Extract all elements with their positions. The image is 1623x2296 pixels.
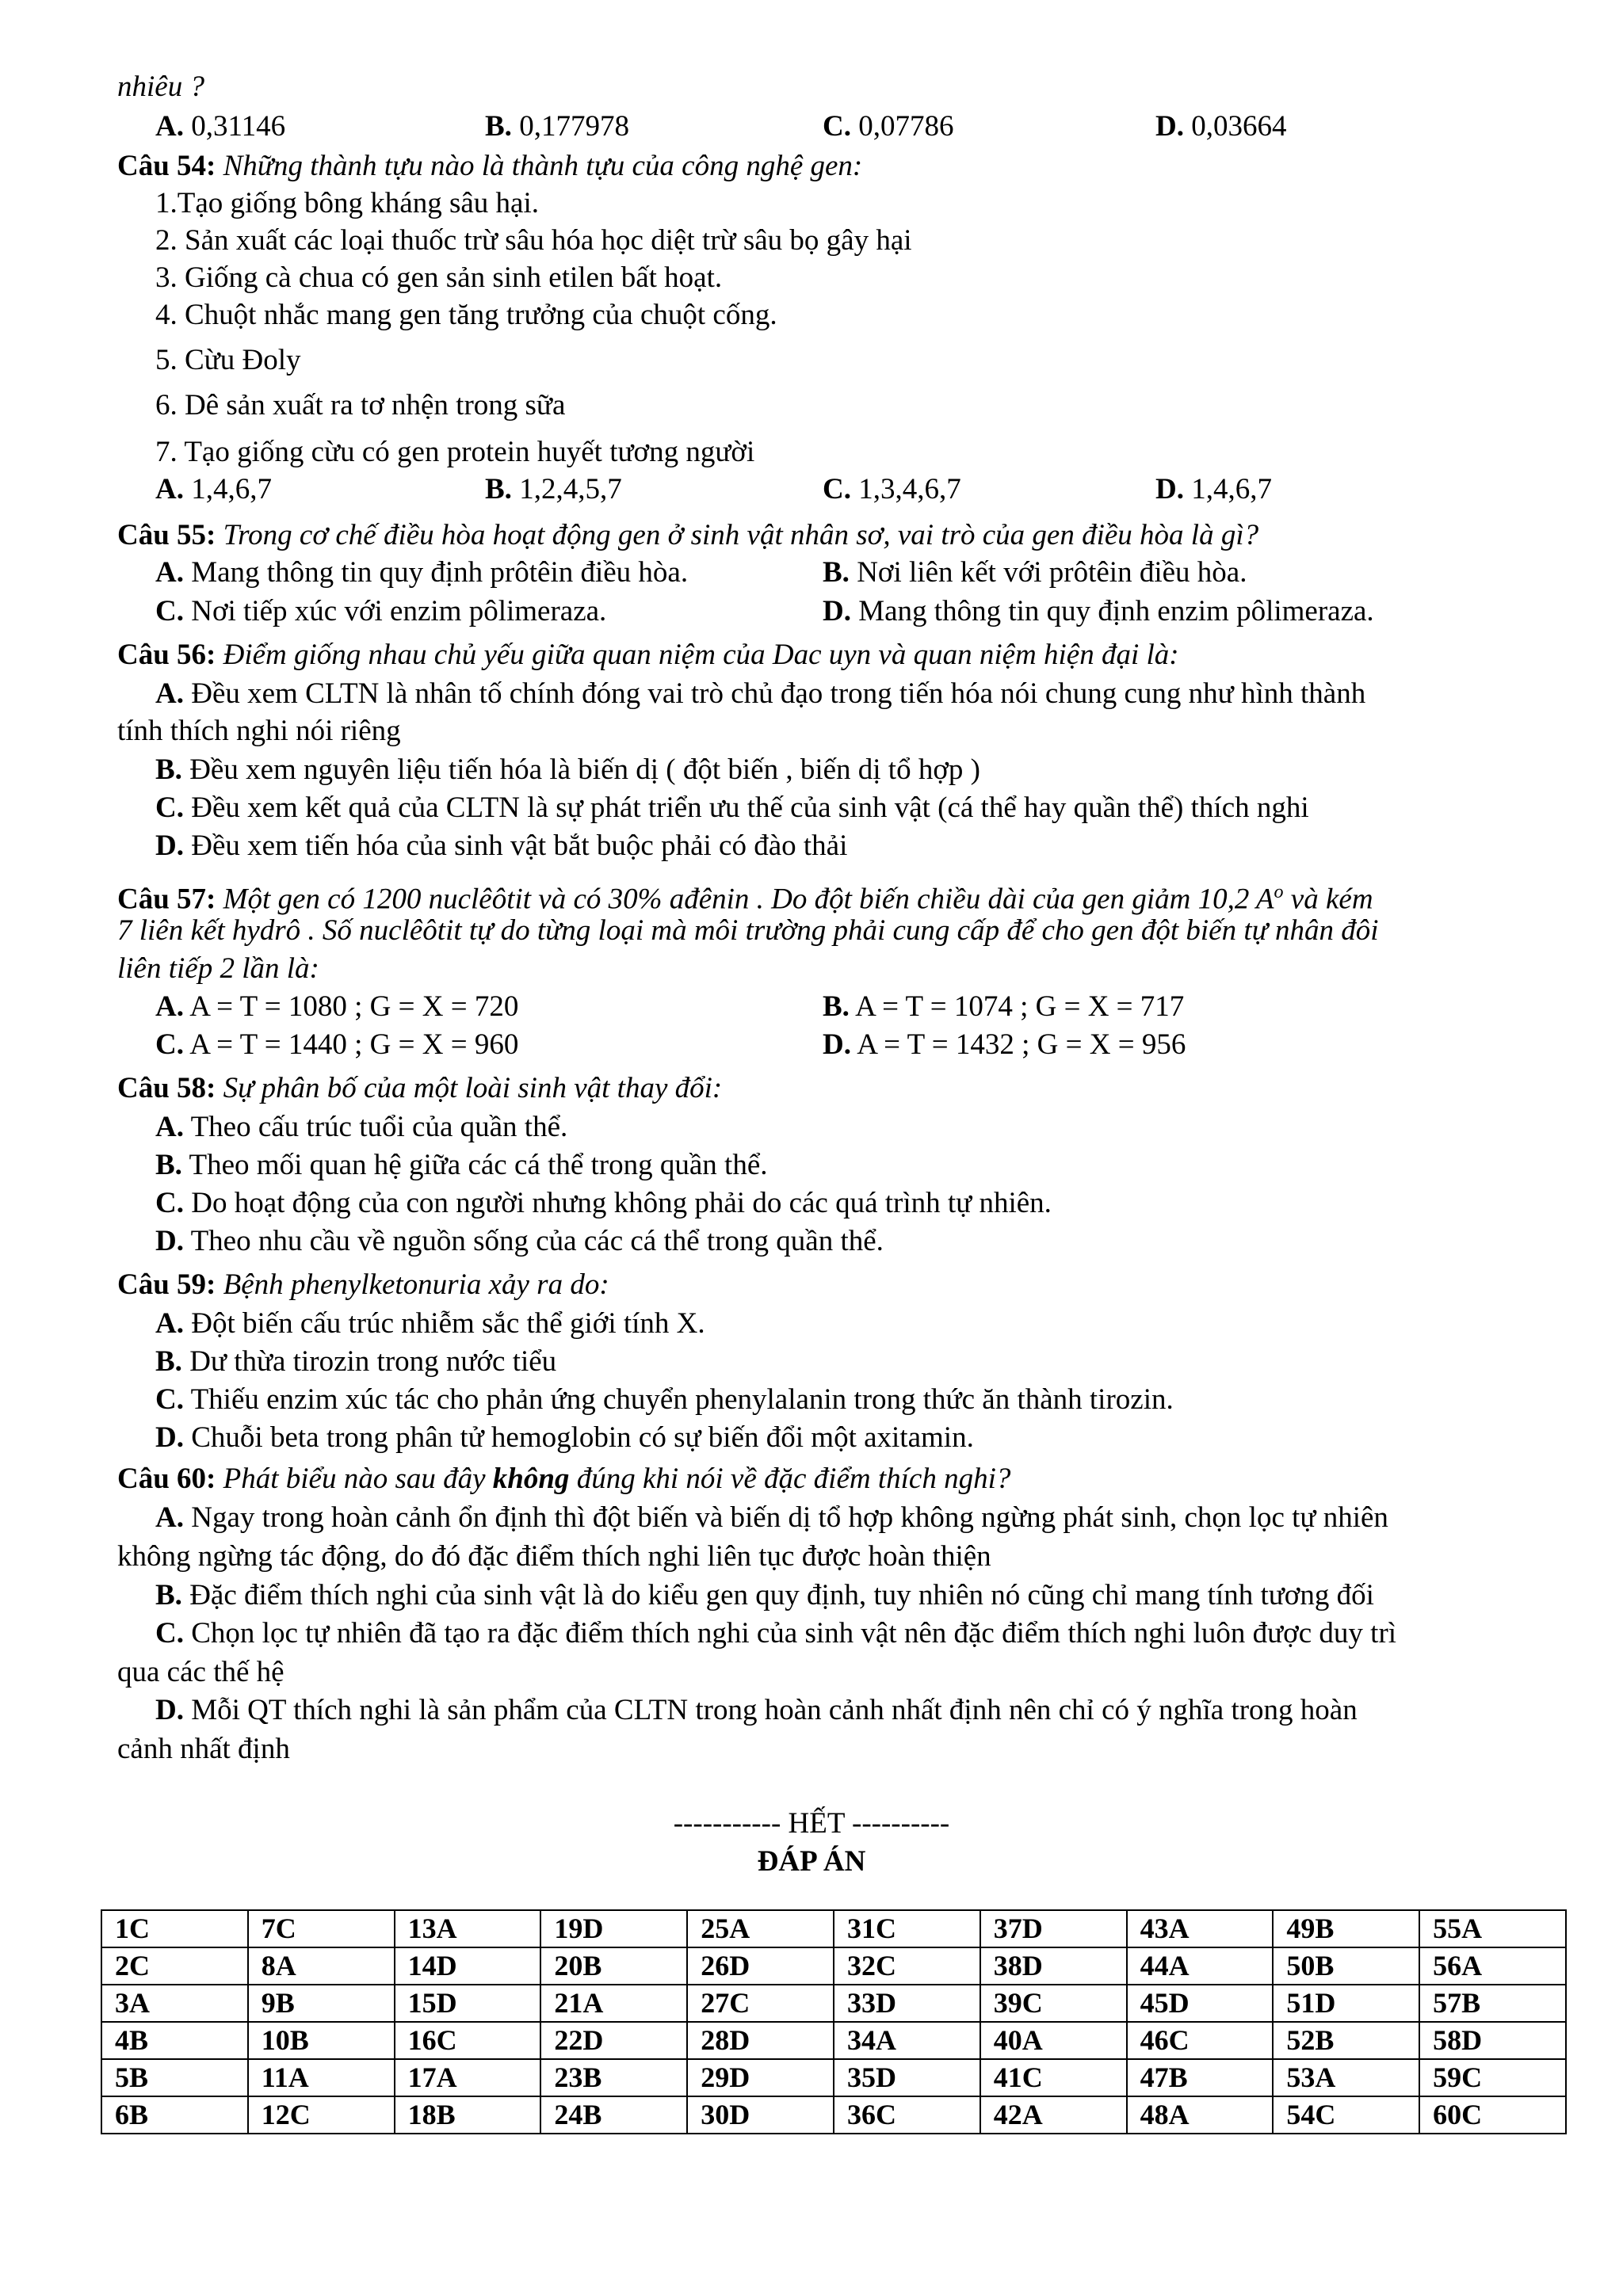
question-59: Câu 59: Bệnh phenylketonuria xảy ra do: bbox=[117, 1268, 609, 1301]
option-a: A. A = T = 1080 ; G = X = 720 bbox=[155, 990, 519, 1023]
option-a: A. Mang thông tin quy định prôtêin điều hòa. bbox=[155, 556, 689, 589]
question-57-line3: liên tiếp 2 lần là: bbox=[117, 952, 319, 985]
end-marker: ----------- HẾT ---------- bbox=[673, 1807, 950, 1840]
list-item: 5. Cừu Đoly bbox=[155, 344, 301, 376]
option-a: A. 0,31146 bbox=[155, 110, 286, 143]
answer-cell: 28D bbox=[687, 2022, 834, 2059]
option-b: B. Đặc điểm thích nghi của sinh vật là do kiểu gen quy định, tuy nhiên nó cũng chỉ mang tính tương đối bbox=[155, 1579, 1374, 1611]
answer-cell: 48A bbox=[1127, 2096, 1274, 2134]
answer-cell: 12C bbox=[248, 2096, 395, 2134]
question-55: Câu 55: Trong cơ chế điều hòa hoạt động gen ở sinh vật nhân sơ, vai trò của gen điều hòa là gì? bbox=[117, 519, 1259, 551]
list-item: 6. Dê sản xuất ra tơ nhện trong sữa bbox=[155, 389, 566, 421]
answer-cell: 32C bbox=[834, 1947, 980, 1985]
table-row bbox=[101, 2059, 1566, 2096]
option-d: D. Theo nhu cầu về nguồn sống của các cá thể trong quần thể. bbox=[155, 1225, 884, 1257]
option-b: B. Theo mối quan hệ giữa các cá thể trong quần thể. bbox=[155, 1149, 768, 1181]
answer-cell: 41C bbox=[980, 2059, 1127, 2096]
answer-cell: 59C bbox=[1419, 2059, 1566, 2096]
answer-cell: 45D bbox=[1127, 1985, 1274, 2022]
answer-cell: 6B bbox=[101, 2096, 248, 2134]
answer-cell: 33D bbox=[834, 1985, 980, 2022]
list-item: 2. Sản xuất các loại thuốc trừ sâu hóa học diệt trừ sâu bọ gây hại bbox=[155, 224, 912, 257]
answer-cell: 46C bbox=[1127, 2022, 1274, 2059]
question-continuation: nhiêu ? bbox=[117, 71, 204, 103]
answer-cell: 35D bbox=[834, 2059, 980, 2096]
answer-cell: 42A bbox=[980, 2096, 1127, 2134]
answer-cell: 50B bbox=[1273, 1947, 1419, 1985]
answer-cell: 21A bbox=[540, 1985, 687, 2022]
answer-cell: 44A bbox=[1127, 1947, 1274, 1985]
option-a: A. Đột biến cấu trúc nhiễm sắc thể giới tính X. bbox=[155, 1307, 705, 1340]
answer-cell: 19D bbox=[540, 1910, 687, 1947]
question-58: Câu 58: Sự phân bố của một loài sinh vật thay đổi: bbox=[117, 1072, 723, 1104]
list-item: 4. Chuột nhắc mang gen tăng trưởng của chuột cống. bbox=[155, 299, 777, 331]
answer-cell: 10B bbox=[248, 2022, 395, 2059]
answer-cell: 52B bbox=[1273, 2022, 1419, 2059]
answer-cell: 31C bbox=[834, 1910, 980, 1947]
answer-cell: 15D bbox=[395, 1985, 541, 2022]
answer-cell: 47B bbox=[1127, 2059, 1274, 2096]
answer-cell: 56A bbox=[1419, 1947, 1566, 1985]
answer-key-title: ĐÁP ÁN bbox=[757, 1845, 866, 1878]
option-d: D. Chuỗi beta trong phân tử hemoglobin có sự biến đổi một axitamin. bbox=[155, 1421, 974, 1454]
answer-cell: 36C bbox=[834, 2096, 980, 2134]
option-d: D. A = T = 1432 ; G = X = 956 bbox=[823, 1028, 1186, 1061]
answer-cell: 9B bbox=[248, 1985, 395, 2022]
option-c: C. 0,07786 bbox=[823, 110, 954, 143]
table-row bbox=[101, 1947, 1566, 1985]
answer-cell: 57B bbox=[1419, 1985, 1566, 2022]
answer-cell: 24B bbox=[540, 2096, 687, 2134]
option-d-continuation: cảnh nhất định bbox=[117, 1733, 290, 1765]
answer-cell: 20B bbox=[540, 1947, 687, 1985]
option-c-continuation: qua các thế hệ bbox=[117, 1656, 285, 1688]
answer-cell: 27C bbox=[687, 1985, 834, 2022]
answer-cell: 25A bbox=[687, 1910, 834, 1947]
answer-cell: 1C bbox=[101, 1910, 248, 1947]
option-d: D. Mang thông tin quy định enzim pôlimeraza. bbox=[823, 595, 1374, 627]
answer-cell: 17A bbox=[395, 2059, 541, 2096]
list-item: 3. Giống cà chua có gen sản sinh etilen bất hoạt. bbox=[155, 261, 723, 294]
option-c: C. A = T = 1440 ; G = X = 960 bbox=[155, 1028, 519, 1061]
option-b: B. Nơi liên kết với prôtêin điều hòa. bbox=[823, 556, 1247, 589]
answer-cell: 49B bbox=[1273, 1910, 1419, 1947]
answer-cell: 22D bbox=[540, 2022, 687, 2059]
answer-cell: 11A bbox=[248, 2059, 395, 2096]
option-c: C. Do hoạt động của con người nhưng không phải do các quá trình tự nhiên. bbox=[155, 1187, 1052, 1219]
answer-cell: 53A bbox=[1273, 2059, 1419, 2096]
question-57: Câu 57: Một gen có 1200 nuclêôtit và có 30% ađênin . Do đột biến chiều dài của gen giảm 10,2 $A^o$ và kém bbox=[117, 882, 1373, 916]
table-row bbox=[101, 1985, 1566, 2022]
list-item: 7. Tạo giống cừu có gen protein huyết tương người bbox=[155, 436, 755, 468]
answer-cell: 16C bbox=[395, 2022, 541, 2059]
option-a: A. 1,4,6,7 bbox=[155, 473, 272, 505]
answer-cell: 54C bbox=[1273, 2096, 1419, 2134]
option-a: A. Đều xem CLTN là nhân tố chính đóng vai trò chủ đạo trong tiến hóa nói chung cung như hình thành bbox=[155, 677, 1366, 710]
answer-cell: 8A bbox=[248, 1947, 395, 1985]
question-56: Câu 56: Điểm giống nhau chủ yếu giữa quan niệm của Dac uyn và quan niệm hiện đại là: bbox=[117, 639, 1179, 671]
table-row bbox=[101, 1910, 1566, 1947]
answer-cell: 26D bbox=[687, 1947, 834, 1985]
question-57-line2: 7 liên kết hydrô . Số nuclêôtit tự do từng loại mà môi trường phải cung cấp để cho gen đột biến tự nhân đôi bbox=[117, 914, 1379, 947]
question-60: Câu 60: Phát biểu nào sau đây không đúng khi nói về đặc điểm thích nghi? bbox=[117, 1463, 1011, 1495]
question-54: Câu 54: Những thành tựu nào là thành tựu của công nghệ gen: bbox=[117, 150, 863, 182]
option-b: B. Dư thừa tirozin trong nước tiểu bbox=[155, 1345, 557, 1378]
option-d: D. Mỗi QT thích nghi là sản phẩm của CLTN trong hoàn cảnh nhất định nên chỉ có ý nghĩa trong hoàn bbox=[155, 1694, 1358, 1726]
answer-cell: 38D bbox=[980, 1947, 1127, 1985]
answer-cell: 29D bbox=[687, 2059, 834, 2096]
option-a-continuation: không ngừng tác động, do đó đặc điểm thích nghi liên tục được hoàn thiện bbox=[117, 1540, 991, 1573]
option-a-continuation: tính thích nghi nói riêng bbox=[117, 715, 401, 747]
option-b: B. A = T = 1074 ; G = X = 717 bbox=[823, 990, 1185, 1023]
option-c: C. Nơi tiếp xúc với enzim pôlimeraza. bbox=[155, 595, 607, 627]
answer-cell: 7C bbox=[248, 1910, 395, 1947]
option-b: B. 1,2,4,5,7 bbox=[485, 473, 622, 505]
option-b: B. Đều xem nguyên liệu tiến hóa là biến dị ( đột biến , biến dị tổ hợp ) bbox=[155, 753, 980, 786]
option-d: D. 0,03664 bbox=[1155, 110, 1287, 143]
answer-cell: 39C bbox=[980, 1985, 1127, 2022]
answer-cell: 14D bbox=[395, 1947, 541, 1985]
answer-cell: 4B bbox=[101, 2022, 248, 2059]
answer-cell: 58D bbox=[1419, 2022, 1566, 2059]
option-c: C. Đều xem kết quả của CLTN là sự phát triển ưu thế của sinh vật (cá thể hay quần thể) thích nghi bbox=[155, 791, 1309, 824]
option-b: B. 0,177978 bbox=[485, 110, 629, 143]
option-c: C. 1,3,4,6,7 bbox=[823, 473, 961, 505]
option-c: C. Chọn lọc tự nhiên đã tạo ra đặc điểm thích nghi của sinh vật nên đặc điểm thích nghi luôn được duy trì bbox=[155, 1617, 1397, 1650]
answer-cell: 43A bbox=[1127, 1910, 1274, 1947]
answer-cell: 23B bbox=[540, 2059, 687, 2096]
table-row bbox=[101, 2022, 1566, 2059]
answer-cell: 60C bbox=[1419, 2096, 1566, 2134]
answer-cell: 40A bbox=[980, 2022, 1127, 2059]
answer-cell: 51D bbox=[1273, 1985, 1419, 2022]
answer-cell: 13A bbox=[395, 1910, 541, 1947]
option-d: D. 1,4,6,7 bbox=[1155, 473, 1272, 505]
answer-cell: 3A bbox=[101, 1985, 248, 2022]
answer-cell: 5B bbox=[101, 2059, 248, 2096]
option-a: A. Theo cấu trúc tuổi của quần thể. bbox=[155, 1111, 568, 1143]
option-d: D. Đều xem tiến hóa của sinh vật bắt buộc phải có đào thải bbox=[155, 830, 848, 862]
list-item: 1.Tạo giống bông kháng sâu hại. bbox=[155, 187, 539, 219]
answer-cell: 37D bbox=[980, 1910, 1127, 1947]
answer-cell: 34A bbox=[834, 2022, 980, 2059]
option-c: C. Thiếu enzim xúc tác cho phản ứng chuyển phenylalanin trong thức ăn thành tirozin. bbox=[155, 1383, 1174, 1416]
answer-key-table bbox=[101, 1909, 1567, 2134]
answer-cell: 55A bbox=[1419, 1910, 1566, 1947]
table-row bbox=[101, 2096, 1566, 2134]
answer-cell: 30D bbox=[687, 2096, 834, 2134]
option-a: A. Ngay trong hoàn cảnh ổn định thì đột biến và biến dị tổ hợp không ngừng phát sinh, chọn lọc tự nhiên bbox=[155, 1501, 1388, 1534]
answer-cell: 18B bbox=[395, 2096, 541, 2134]
answer-cell: 2C bbox=[101, 1947, 248, 1985]
